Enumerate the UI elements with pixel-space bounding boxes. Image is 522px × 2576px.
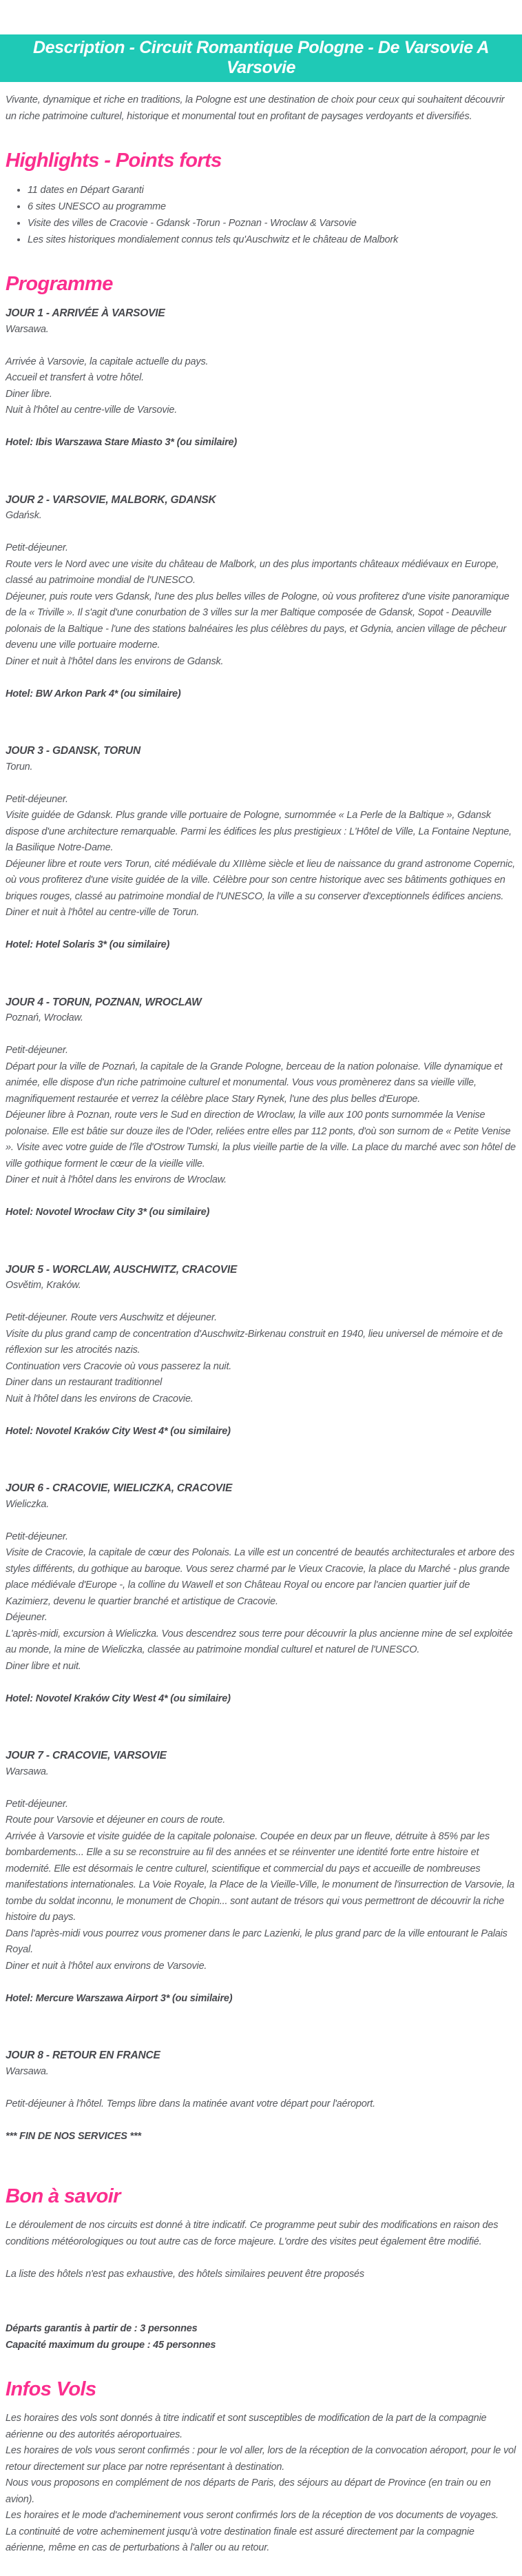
paragraph: Petit-déjeuner. <box>6 1045 68 1056</box>
paragraph: Diner et nuit à l'hôtel dans les environs de Wroclaw. <box>6 1174 227 1185</box>
day-subtitle: Poznań, Wrocław. <box>6 1012 83 1023</box>
day-subtitle: Wieliczka. <box>6 1498 50 1510</box>
day-section <box>6 743 516 954</box>
day-title: JOUR 1 - ARRIVÉE À VARSOVIE <box>6 307 165 319</box>
paragraph: Diner et nuit à l'hôtel aux environs de Varsovie. <box>6 1960 207 1972</box>
paragraph: Visite guidée de Gdansk. Plus grande ville portuaire de Pologne, surnommée « La Perle de la Baltique », Gdansk dispose d'une architecture remarquable. Parmi les édifices les plus prestigieux : L'Hôtel de Ville, La Fontaine Neptune, la Basilique Notre-Dame. <box>6 810 512 853</box>
day-paragraphs <box>6 2096 516 2113</box>
paragraph: Déjeuner libre à Poznan, route vers le Sud en direction de Wroclaw, la ville aux 100 ponts surnommée la Venise polonaise. Elle est bâtie sur douze iles de l'Oder, reliées entre elles par 112 ponts, d'où son surnom de « Petite Venise ». Visite avec votre guide de l'île d'Ostrow Tumski, la plus vieille partie de la ville. La place du marché avec son hôtel de ville gothique forment le cœur de la vieille ville. <box>6 1110 516 1169</box>
paragraph: Visite du plus grand camp de concentration d'Auschwitz-Birkenau construit en 1940, lieu universel de mémoire et de réflexion sur les atrocités nazis. <box>6 1328 503 1356</box>
paragraph: Petit-déjeuner. Route vers Auschwitz et déjeuner. <box>6 1312 217 1323</box>
paragraph: Route pour Varsovie et déjeuner en cours de route. <box>6 1815 226 1826</box>
good-to-know-paragraphs <box>6 2218 516 2282</box>
paragraph: Petit-déjeuner. <box>6 542 68 553</box>
day-hotel: Hotel: Hotel Solaris 3* (ou similaire) <box>6 939 170 950</box>
paragraph: Petit-déjeuner. <box>6 1531 68 1542</box>
paragraph: Nous vous proposons en complément de nos départs de Paris, des séjours au départ de Province (en train ou en avion). <box>6 2477 491 2505</box>
day-section <box>6 1480 516 1707</box>
day-title: JOUR 4 - TORUN, POZNAN, WROCLAW <box>6 996 202 1008</box>
day-section <box>6 1262 516 1440</box>
day-subtitle: Warsawa. <box>6 2065 49 2077</box>
paragraph: Continuation vers Cracovie où vous passerez la nuit. <box>6 1360 232 1372</box>
page-content <box>0 92 522 2576</box>
page-title: Description - Circuit Romantique Pologne - De Varsovie A Varsovie <box>33 38 489 77</box>
highlight-item: • 11 dates en Départ Garanti <box>28 182 516 198</box>
paragraph: Déjeuner libre et route vers Torun, cité médiévale du XIIIème siècle et lieu de naissance du grand astronome Copernic, où vous profiterez d'une visite guidée de la ville. Célèbre pour son centre historique avec ses bâtiments gothiques en briques rouges, classé au patrimoine mondial de l'UNESCO, la ville a su conserver d'exceptionnels édifices anciens. <box>6 858 515 902</box>
day-paragraphs <box>6 1797 516 1975</box>
paragraph: Diner libre. <box>6 388 52 400</box>
highlights-heading: Highlights - Points forts <box>6 150 222 172</box>
departure-guarantee-notes <box>6 2321 516 2353</box>
day-paragraphs <box>6 792 516 921</box>
day-paragraphs <box>6 1310 516 1407</box>
paragraph: Petit-déjeuner à l'hôtel. Temps libre dans la matinée avant votre départ pour l'aéroport. <box>6 2098 375 2109</box>
day-subtitle: Warsawa. <box>6 323 49 335</box>
day-paragraphs <box>6 1043 516 1189</box>
day-title: JOUR 3 - GDANSK, TORUN <box>6 745 140 757</box>
program-days <box>6 305 516 2145</box>
paragraph: Diner et nuit à l'hôtel dans les environs de Gdansk. <box>6 655 224 667</box>
highlight-item: • Les sites historiques mondialement connus tels qu'Auschwitz et le château de Malbork <box>28 232 516 248</box>
bold-note: Capacité maximum du groupe : 45 personnes <box>6 2339 216 2351</box>
flight-info-heading: Infos Vols <box>6 2378 96 2400</box>
paragraph: Les horaires de vols vous seront confirmés : pour le vol aller, lors de la réception de la convocation aéroport, pour le vol retour directement sur place par notre représentant à destination. <box>6 2445 516 2473</box>
paragraph: Diner libre et nuit. <box>6 1660 81 1672</box>
paragraph: Nuit à l'hôtel au centre-ville de Varsovie. <box>6 405 178 416</box>
paragraph: Petit-déjeuner. <box>6 1798 68 1810</box>
paragraph: Diner dans un restaurant traditionnel <box>6 1377 163 1388</box>
good-to-know-section <box>6 2185 516 2353</box>
day-section <box>6 2047 516 2145</box>
paragraph: Déjeuner. <box>6 1612 48 1623</box>
highlights-list <box>6 182 516 248</box>
day-subtitle: Gdańsk. <box>6 510 42 521</box>
good-to-know-heading: Bon à savoir <box>6 2185 121 2207</box>
day-hotel: Hotel: BW Arkon Park 4* (ou similaire) <box>6 688 181 699</box>
paragraph: Dans l'après-midi vous pourrez vous promener dans le parc Lazienki, le plus grand parc de la ville entourant le Palais Royal. <box>6 1928 508 1955</box>
paragraph: Petit-déjeuner. <box>6 793 68 805</box>
paragraph: Déjeuner, puis route vers Gdansk, l'une des plus belles villes de Pologne, où vous profiterez d'une visite panoramique de la « Triville ». Il s'agit d'une conurbation de 3 villes sur la mer Baltique composée de Gdansk, Sopot - Deauville polonais de la Baltique - l'une des stations balnéaires les plus célèbres du pays, et Gdynia, ancien village de pêcheur devenu une ville portuaire moderne. <box>6 591 510 651</box>
day-title: JOUR 5 - WORCLAW, AUSCHWITZ, CRACOVIE <box>6 1263 238 1276</box>
day-hotel: Hotel: Ibis Warszawa Stare Miasto 3* (ou similaire) <box>6 437 238 448</box>
end-of-services-note: *** FIN DE NOS SERVICES *** <box>6 2130 141 2142</box>
day-section <box>6 305 516 451</box>
day-title: JOUR 6 - CRACOVIE, WIELICZKA, CRACOVIE <box>6 1482 233 1494</box>
flight-info-section <box>6 2378 516 2557</box>
program-section <box>6 273 516 2145</box>
paragraph: Accueil et transfert à votre hôtel. <box>6 372 144 383</box>
intro-paragraph: Vivante, dynamique et riche en traditions, la Pologne est une destination de choix pour ceux qui souhaitent découvrir un riche patrimoine culturel, historique et monumental tout en profitant de paysages verdoyants et diversifiés. <box>6 94 505 122</box>
paragraph: Les horaires des vols sont donnés à titre indicatif et sont susceptibles de modification de la part de la compagnie aérienne ou des autorités aéroportuaires. <box>6 2413 487 2440</box>
program-heading: Programme <box>6 273 113 295</box>
paragraph: Les horaires et le mode d'acheminement vous seront confirmés lors de la réception de vos documents de voyages. <box>6 2510 499 2521</box>
day-hotel: Hotel: Novotel Kraków City West 4* (ou similaire) <box>6 1693 231 1704</box>
paragraph: Nuit à l'hôtel dans les environs de Cracovie. <box>6 1393 194 1404</box>
paragraph: Arrivée à Varsovie et visite guidée de la capitale polonaise. Coupée en deux par un fleuve, détruite à 85% par les bombardements... Elle a su se reconstruire au fil des années et se réinventer une identité forte entre histoire et modernité. Elle est désormais le centre culturel, scientifique et commercial du pays et accueille de nombreuses manifestations internationales. La Voie Royale, la Place de la Vieille-Ville, le monument de l'insurrection de Varsovie, la tombe du soldat inconnu, le monument de Chopin... sont autant de trésors qui vous permettront de découvrir la riche histoire du pays. <box>6 1830 515 1923</box>
paragraph: Visite de Cracovie, la capitale de cœur des Polonais. La ville est un concentré de beautés architecturales et arbore des styles différents, du gothique au baroque. Vous serez charmé par le Vieux Cracovie, la place du Marché - plus grande place médiévale d'Europe -, la colline du Wawell et son Château Royal ou encore par l'ancien quartier juif de Kazimierz, devenu le quartier branché et artistique de Cracovie. <box>6 1547 515 1607</box>
paragraph: Arrivée à Varsovie, la capitale actuelle du pays. <box>6 356 209 367</box>
flight-info-paragraphs <box>6 2411 516 2557</box>
day-title: JOUR 8 - RETOUR EN FRANCE <box>6 2049 160 2061</box>
day-hotel: Hotel: Novotel Kraków City West 4* (ou similaire) <box>6 1425 231 1437</box>
day-paragraphs <box>6 1529 516 1675</box>
day-hotel: Hotel: Mercure Warszawa Airport 3* (ou similaire) <box>6 1992 233 2004</box>
paragraph: Route vers le Nord avec une visite du château de Malbork, un des plus importants châteaux médiévaux en Europe, classé au patrimoine mondial de l'UNESCO. <box>6 558 499 586</box>
day-section <box>6 492 516 703</box>
paragraph: Diner et nuit à l'hôtel au centre-ville de Torun. <box>6 907 199 918</box>
day-subtitle: Warsawa. <box>6 1766 49 1777</box>
paragraph: La continuité de votre acheminement jusqu'à votre destination finale est assuré directement par la compagnie aérienne, même en cas de perturbations à l'aller ou au retour. <box>6 2526 474 2553</box>
bold-note: Départs garantis à partir de : 3 personnes <box>6 2323 198 2334</box>
highlight-item: • Visite des villes de Cracovie - Gdansk -Torun - Poznan - Wroclaw & Varsovie <box>28 215 516 232</box>
paragraph: Le déroulement de nos circuits est donné à titre indicatif. Ce programme peut subir des modifications en raison des conditions météorologiques ou tout autre cas de force majeure. L'ordre des visites peut également être modifié. <box>6 2220 499 2247</box>
day-subtitle: Torun. <box>6 761 33 773</box>
day-subtitle: Osvětim, Kraków. <box>6 1280 81 1291</box>
day-section <box>6 994 516 1221</box>
paragraph: Départ pour la ville de Poznań, la capitale de la Grande Pologne, berceau de la nation polonaise. Ville dynamique et animée, elle dispose d'un riche patrimoine culturel et monumental. Vous vous promènerez dans sa vieille ville, magnifiquement restaurée et verrez la célèbre place Stary Rynek, l'une des plus belles d'Europe. <box>6 1061 503 1105</box>
day-hotel: Hotel: Novotel Wrocław City 3* (ou similaire) <box>6 1207 210 1218</box>
day-section <box>6 1748 516 2007</box>
description-section-banner <box>0 34 522 82</box>
highlights-section <box>6 150 516 248</box>
paragraph: La liste des hôtels n'est pas exhaustive, des hôtels similaires peuvent être proposés <box>6 2268 364 2280</box>
day-paragraphs <box>6 354 516 419</box>
paragraph: L'après-midi, excursion à Wieliczka. Vous descendrez sous terre pour découvrir la plus ancienne mine de sel exploitée au monde, la mine de Wieliczka, classée au patrimoine mondial culturel et naturel de l'UNESCO. <box>6 1628 513 1655</box>
day-title: JOUR 2 - VARSOVIE, MALBORK, GDANSK <box>6 493 216 506</box>
day-paragraphs <box>6 540 516 670</box>
highlight-item: • 6 sites UNESCO au programme <box>28 198 516 215</box>
day-title: JOUR 7 - CRACOVIE, VARSOVIE <box>6 1750 167 1761</box>
